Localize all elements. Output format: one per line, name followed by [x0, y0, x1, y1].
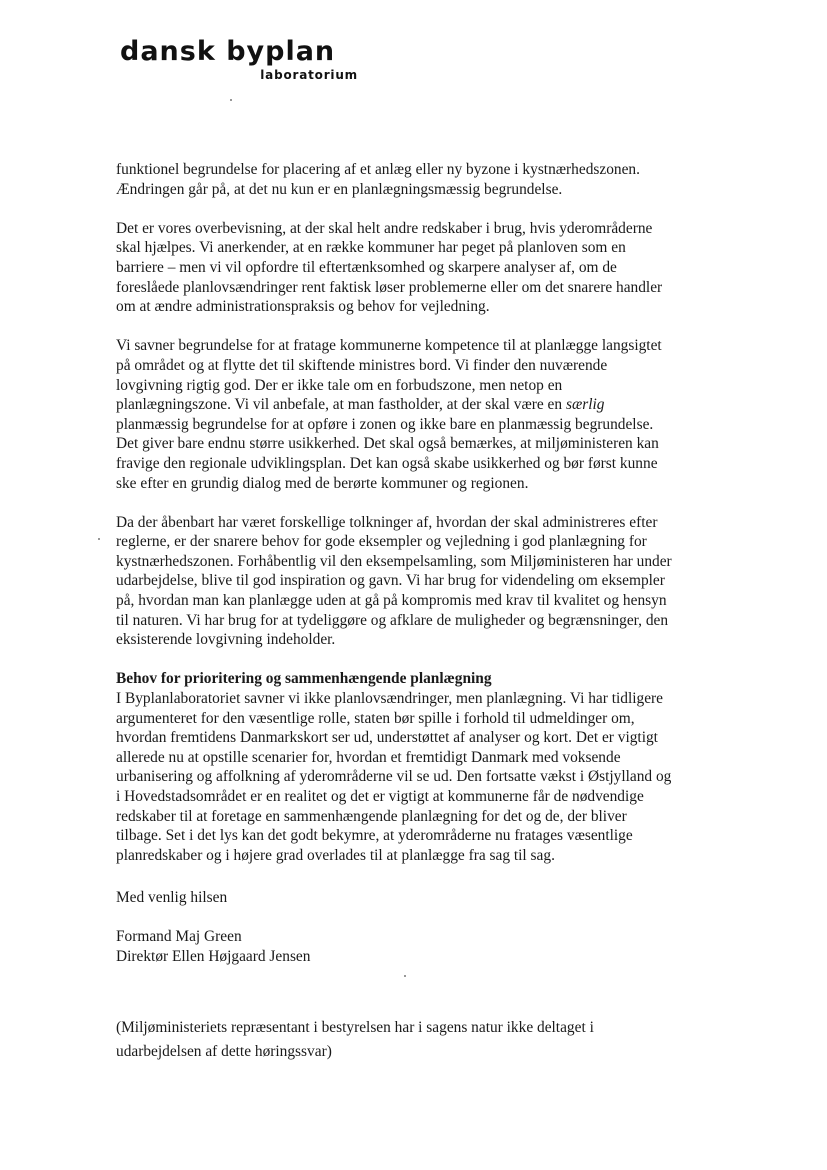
text-line: barriere – men vi vil opfordre til eftertænksomhed og skarpere analyser af, om de — [116, 258, 617, 276]
text-line: Ændringen går på, at det nu kun er en planlægningsmæssig begrundelse. — [116, 180, 563, 198]
text-line: hvordan fremtidens Danmarkskort ser ud, understøttet af analyser og kort. Det er vigtigt — [116, 729, 658, 747]
text-line: funktionel begrundelse for placering af et anlæg eller ny byzone i kystnærhedszonen. — [116, 161, 640, 178]
text-line: argumenteret for den væsentlige rolle, staten bør spille i forhold til udmeldinger om, — [116, 709, 635, 727]
text-line: Vi savner begrundelse for at fratage kommunerne kompetence til at planlægge langsigtet — [116, 337, 662, 355]
paragraph-4 — [116, 513, 728, 650]
text-line: til naturen. Vi har brug for at tydeliggøre og afklare de muligheder og begrænsninger, den — [116, 611, 669, 629]
section-heading: Behov for prioritering og sammenhængende planlægning — [116, 670, 492, 688]
text-line: kystnærhedszonen. Forhåbentlig vil den eksempelsamling, som Miljøministeren har under — [116, 552, 672, 570]
greeting — [116, 888, 227, 908]
text-line: eksisterende lovgivning indeholder. — [116, 631, 336, 649]
signatories — [116, 927, 310, 966]
text-line: planmæssig begrundelse for at opføre i zonen og ikke bare en planmæssig begrundelse. — [116, 415, 654, 433]
text-line: udarbejdelsen af dette høringssvar) — [116, 1043, 332, 1060]
text-line: redskaber til at foretage en sammenhængende planlægning for det og de, der bliver — [116, 807, 627, 825]
text-line: allerede nu at opstille scenarier for, hvordan et fremtidigt Danmark med voksende — [116, 748, 621, 766]
text-line: urbanisering og affolkning af yderområderne vil se ud. Den fortsatte vækst i Østjylland og — [116, 768, 672, 786]
text-line: på, hvordan man kan planlægge uden at gå på kompromis med krav til kvalitet og hensyn — [116, 592, 667, 610]
text-line: i Hovedstadsområdet er en realitet og det er vigtigt at kommunerne får de nødvendige — [116, 788, 644, 805]
closing-note — [116, 1016, 594, 1064]
signatory: Direktør Ellen Højgaard Jensen — [116, 947, 311, 965]
text-line: Da der åbenbart har været forskellige tolkninger af, hvordan der skal administreres efter — [116, 513, 658, 531]
letter-body — [116, 160, 728, 885]
text-line: Det er vores overbevisning, at der skal helt andre redskaber i brug, hvis yderområderne — [116, 219, 653, 237]
paragraph-2 — [116, 219, 728, 317]
text-line: skal hjælpes. Vi anerkender, at en række kommuner har peget på planloven som en — [116, 239, 626, 257]
logo — [120, 36, 360, 82]
text-line: foreslåede planlovsændringer rent faktisk løser problemerne eller om det snarere handler — [116, 278, 663, 296]
scan-speck — [98, 538, 100, 540]
text-line: fravige den regionale udviklingsplan. Det kan også skabe usikkerhed og bør først kunne — [116, 454, 658, 472]
emphasis-word: særlig — [565, 396, 605, 414]
text-line: lovgivning rigtig god. Der er ikke tale om en forbudszone, men netop en — [116, 376, 563, 394]
text-line: (Miljøministeriets repræsentant i bestyrelsen har i sagens natur ikke deltaget i — [116, 1019, 594, 1036]
text-line: udarbejdelse, blive til god inspiration og gavn. Vi har brug for videndeling om eksempler — [116, 572, 665, 590]
scan-speck — [404, 975, 406, 977]
signatory: Formand Maj Green — [116, 928, 242, 945]
logo-subtitle: laboratorium — [260, 68, 358, 82]
text-line: I Byplanlaboratoriet savner vi ikke planlovsændringer, men planlægning. Vi har tidligere — [116, 690, 663, 708]
text-line: planredskaber og i højere grad overlades til at planlægge fra sag til sag. — [116, 846, 555, 864]
text-line: Det giver bare endnu større usikkerhed. Det skal også bemærkes, at miljøministeren kan — [116, 435, 659, 453]
text-line: på området og at flytte det til skiftende ministres bord. Vi finder den nuværende — [116, 356, 608, 374]
scan-speck — [230, 99, 232, 101]
text-line: tilbage. Set i det lys kan det godt bekymre, at yderområderne nu fratages væsentlige — [116, 827, 633, 845]
logo-wordmark: dansk byplan — [120, 36, 336, 67]
section-prioritering — [116, 669, 728, 865]
paragraph-1 — [116, 160, 728, 199]
text-line: ske efter en grundig dialog med de berørte kommuner og regionen. — [116, 474, 529, 492]
text-line: om at ændre administrationspraksis og behov for vejledning. — [116, 298, 490, 316]
text-segment: planlægningszone. Vi vil anbefale, at man fastholder, at der skal være en — [116, 396, 563, 414]
text-line: reglerne, er der snarere behov for gode eksempler og vejledning i god planlægning for — [116, 533, 647, 551]
text-line-with-emphasis — [116, 395, 728, 415]
greeting-text: Med venlig hilsen — [116, 889, 228, 906]
paragraph-3 — [116, 336, 728, 493]
